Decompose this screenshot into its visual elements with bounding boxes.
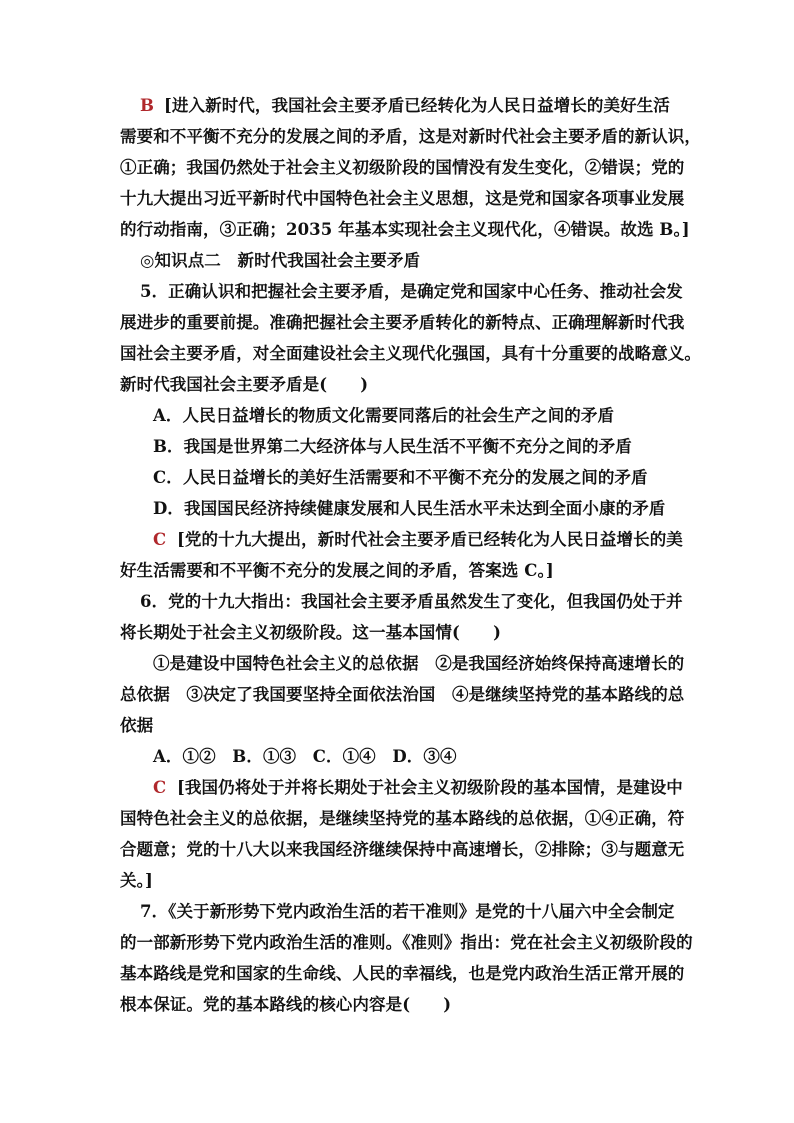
answer-q5-line-1: C [党的十九大提出，新时代社会主要矛盾已经转化为人民日益增长的美 [120, 524, 680, 555]
section-heading: ◎知识点二 新时代我国社会主要矛盾 [140, 251, 421, 270]
q5-stem-line-3: 国社会主要矛盾，对全面建设社会主义现代化强国，具有十分重要的战略意义。 [120, 344, 701, 363]
answer-q6-line-2: 国特色社会主义的总依据，是继续坚持党的基本路线的总依据，①④正确，符 [120, 809, 685, 828]
q5-stem-line-4: 新时代我国社会主要矛盾是( ) [120, 375, 369, 394]
answer-q6-line-4: 关。] [120, 871, 153, 890]
q5-option-a: A．人民日益增长的物质文化需要同落后的社会生产之间的矛盾 [153, 406, 615, 425]
answer-q6-line-1: C [我国仍将处于并将长期处于社会主义初级阶段的基本国情，是建设中 [120, 772, 680, 803]
q7-stem-line-4: 根本保证。党的基本路线的核心内容是( ) [120, 995, 452, 1014]
q6-statements-line-3: 依据 [120, 716, 154, 735]
q6-stem-line-1: 6．党的十九大指出：我国社会主要矛盾虽然发生了变化，但我国仍处于并 [140, 592, 683, 611]
answer-q4-line-3: ①正确；我国仍然处于社会主义初级阶段的国情没有发生变化，②错误；党的 [120, 158, 685, 177]
q7-stem-line-2: 的一部新形势下党内政治生活的准则。《准则》指出：党在社会主义初级阶段的 [120, 933, 693, 952]
answer-q4-line-4: 十九大提出习近平新时代中国特色社会主义思想，这是党和国家各项事业发展 [120, 189, 685, 208]
q5-stem-line-1: 5．正确认识和把握社会主要矛盾，是确定党和国家中心任务、推动社会发 [140, 282, 683, 301]
answer-letter-q4: B [140, 96, 155, 115]
q6-stem-line-2: 将长期处于社会主义初级阶段。这一基本国情( ) [120, 623, 502, 642]
q6-options: A．①② B．①③ C．①④ D．③④ [153, 747, 457, 766]
q5-option-d: D．我国国民经济持续健康发展和人民生活水平未达到全面小康的矛盾 [153, 499, 666, 518]
q7-stem-line-3: 基本路线是党和国家的生命线、人民的幸福线，也是党内政治生活正常开展的 [120, 964, 685, 983]
answer-q4-line-1: B [进入新时代，我国社会主要矛盾已经转化为人民日益增长的美好生活 [120, 90, 680, 121]
answer-q4-line-2: 需要和不平衡不充分的发展之间的矛盾，这是对新时代社会主要矛盾的新认识， [120, 127, 701, 146]
document-page [120, 90, 701, 1020]
q7-stem-line-1: 7．《关于新形势下党内政治生活的若干准则》是党的十八届六中全会制定 [140, 902, 675, 921]
answer-q6-line-3: 合题意；党的十八大以来我国经济继续保持中高速增长，②排除；③与题意无 [120, 840, 685, 859]
q5-options [120, 400, 680, 524]
q6-statements-line-2: 总依据 ③决定了我国要坚持全面依法治国 ④是继续坚持党的基本路线的总 [120, 685, 685, 704]
answer-q5-line-2: 好生活需要和不平衡不充分的发展之间的矛盾，答案选 C。] [120, 561, 554, 580]
answer-letter-q6: C [153, 778, 167, 797]
q5-option-b: B．我国是世界第二大经济体与人民生活不平衡不充分之间的矛盾 [153, 437, 632, 456]
answer-letter-q5: C [153, 530, 167, 549]
q6-statements-line-1: ①是建设中国特色社会主义的总依据 ②是我国经济始终保持高速增长的 [153, 654, 685, 673]
q5-option-c: C．人民日益增长的美好生活需要和不平衡不充分的发展之间的矛盾 [153, 468, 648, 487]
q5-stem-line-2: 展进步的重要前提。准确把握社会主要矛盾转化的新特点、正确理解新时代我 [120, 313, 685, 332]
answer-q4-line-5: 的行动指南，③正确；2035 年基本实现社会主义现代化，④错误。故选 B。] [120, 220, 690, 239]
